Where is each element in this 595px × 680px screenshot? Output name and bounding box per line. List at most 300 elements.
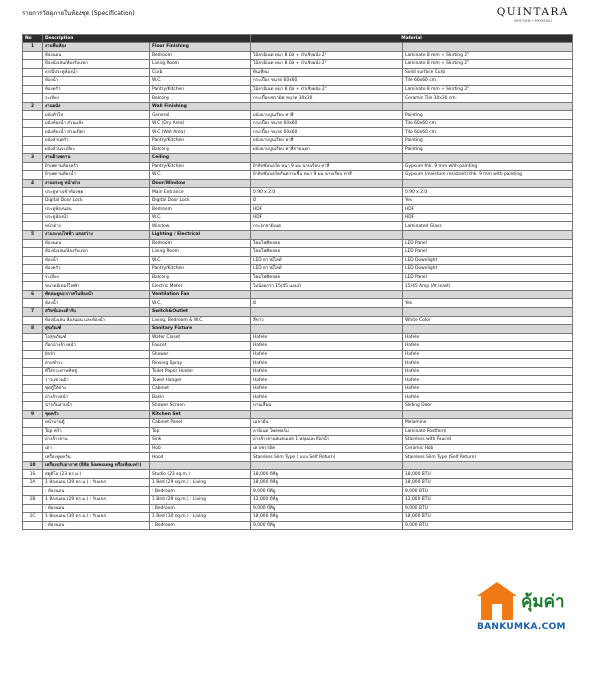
cell-desc-en: W.C. — [150, 171, 251, 180]
cell-desc-en: Bedroom — [150, 205, 251, 214]
header-description: Description — [43, 35, 251, 43]
cell-desc-th: ฝักบัว — [43, 350, 150, 359]
cell-desc-th: หน้าบานตู้ — [43, 419, 150, 428]
cell-material-en: HDF — [403, 205, 573, 214]
cell-material-th: 18,000 บีทียู — [251, 478, 403, 487]
table-row — [23, 85, 573, 94]
cell-no: 1A — [23, 478, 43, 487]
cell-no — [23, 213, 43, 222]
section-row — [23, 290, 573, 299]
cell-material-th: อ่างล้างจานสแตนเลส 1 หลุมและก๊อกน้ำ — [251, 436, 403, 445]
cell-no: 1B — [23, 495, 43, 504]
cell-material-en — [403, 290, 573, 299]
cell-desc-th: ก๊อกอ่างล้างหน้า — [43, 342, 150, 351]
section-row — [23, 307, 573, 316]
cell-no — [23, 239, 43, 248]
cell-material-en: Melamine — [403, 419, 573, 428]
cell-material-en: Laminated Glass — [403, 222, 573, 231]
cell-desc-th: ชุดตู้ใต้อ่าง — [43, 384, 150, 393]
cell-desc-th: อ่างล้างจาน — [43, 436, 150, 445]
cell-material-th: โคมไฟติดลอย — [251, 248, 403, 257]
cell-desc-en: Balcony — [150, 145, 251, 154]
cell-material-th: กระเบื้อง ขนาด 60x60 — [251, 128, 403, 137]
cell-material-en — [403, 410, 573, 419]
cell-material-en: Hafele — [403, 333, 573, 342]
cell-material-th: ผนังฉาบปูนเรียบ ทาสี — [251, 137, 403, 146]
cell-material-en — [403, 307, 573, 316]
table-row — [23, 495, 573, 504]
cell-desc-en: Ventilation Fan — [150, 290, 251, 299]
cell-desc-en: Kitchen Set — [150, 410, 251, 419]
table-row — [23, 128, 573, 137]
cell-desc-en — [150, 461, 251, 470]
cell-desc-en: Studio (23 sq.m.) — [150, 470, 251, 479]
cell-desc-en: Water Closet — [150, 333, 251, 342]
table-row — [23, 137, 573, 146]
cell-desc-th: หน้าต่าง — [43, 222, 150, 231]
cell-desc-th: : ห้องนอน — [43, 504, 150, 513]
cell-desc-en: Switch&Outlet — [150, 307, 251, 316]
cell-material-en: Solid surface Curb — [403, 68, 573, 77]
table-row — [23, 401, 573, 410]
cell-material-th: Hafele — [251, 393, 403, 402]
cell-desc-th: ระเบียง — [43, 94, 150, 103]
section-row — [23, 231, 573, 240]
table-row — [23, 299, 573, 308]
cell-no — [23, 196, 43, 205]
cell-desc-en: Toilet Paper Holder — [150, 367, 251, 376]
cell-no: 8 — [23, 325, 43, 334]
section-row — [23, 154, 573, 163]
cell-desc-en: W.C. — [150, 77, 251, 86]
cell-desc-th: งานประตู หน้าต่าง — [43, 179, 150, 188]
cell-material-en: HDF — [403, 213, 573, 222]
cell-desc-th: ประตูห้องน้ำ — [43, 213, 150, 222]
cell-material-en: 15/45 Amp (At least) — [403, 282, 573, 291]
table-row — [23, 213, 573, 222]
cell-material-th: 12,000 บีทียู — [251, 495, 403, 504]
cell-desc-en: Digital Door Lock — [150, 196, 251, 205]
cell-no — [23, 111, 43, 120]
cell-material-en: Hafele — [403, 367, 573, 376]
cell-material-th: ฝ้ายิปซั่มบอร์ด หนา 9 มม ฉาบเรียบ ทาสี — [251, 162, 403, 171]
cell-desc-th: สายชำระ — [43, 359, 150, 368]
cell-no — [23, 94, 43, 103]
cell-desc-th: ห้องนอน — [43, 51, 150, 60]
table-row — [23, 453, 573, 462]
cell-no: 6 — [23, 290, 43, 299]
cell-desc-en: Pantry/Kitchen — [150, 162, 251, 171]
table-row — [23, 68, 573, 77]
cell-no — [23, 273, 43, 282]
cell-no — [23, 188, 43, 197]
cell-desc-en: Wall Finishing — [150, 102, 251, 111]
cell-material-en: LED Downlight — [403, 265, 573, 274]
cell-material-th: ไม้ลามิเนต หนา 8 มิล + บัวเชิงผนัง 2" — [251, 60, 403, 69]
cell-no — [23, 85, 43, 94]
cell-no — [23, 316, 43, 325]
cell-no — [23, 60, 43, 69]
cell-desc-en: W.C. — [150, 256, 251, 265]
cell-no — [23, 145, 43, 154]
cell-desc-en: Faucet — [150, 342, 251, 351]
cell-material-th: โคมไฟติดลอย — [251, 273, 403, 282]
section-row — [23, 102, 573, 111]
cell-material-th: หินเทียม — [251, 68, 403, 77]
cell-material-en: 0.90 x 2.0 — [403, 188, 573, 197]
cell-desc-th: ธรณีประตูห้องน้ำ — [43, 68, 150, 77]
cell-material-th: กระจกลามิเนต — [251, 222, 403, 231]
cell-desc-th: ห้องน้ำ — [43, 77, 150, 86]
cell-desc-th: ห้องนั่งเล่น/ห้องรับแขก — [43, 60, 150, 69]
cell-desc-en: : Bedroom — [150, 487, 251, 496]
cell-desc-en: Main Entrance — [150, 188, 251, 197]
cell-no — [23, 68, 43, 77]
cell-desc-en: Shower Screen — [150, 401, 251, 410]
cell-no — [23, 384, 43, 393]
section-row — [23, 179, 573, 188]
cell-no — [23, 504, 43, 513]
cell-material-th — [251, 154, 403, 163]
cell-desc-en: Shower — [150, 350, 251, 359]
table-row — [23, 359, 573, 368]
cell-material-th — [251, 290, 403, 299]
cell-material-en: 18,000 BTU — [403, 513, 573, 522]
cell-desc-en: Cabinet Panel — [150, 419, 251, 428]
cell-no — [23, 419, 43, 428]
table-row — [23, 478, 573, 487]
cell-desc-en: Sink — [150, 436, 251, 445]
cell-desc-th: ห้องนั่งเล่น ห้องนอน และห้องน้ำ — [43, 316, 150, 325]
cell-no — [23, 248, 43, 257]
table-row — [23, 444, 573, 453]
cell-material-th: 0.90 x 2.0 — [251, 188, 403, 197]
cell-desc-th: ชุดครัว — [43, 410, 150, 419]
cell-material-th — [251, 179, 403, 188]
cell-material-th: LED ดาวน์ไลท์ — [251, 256, 403, 265]
cell-material-th — [251, 307, 403, 316]
table-row — [23, 171, 573, 180]
cell-desc-th: ผนังห้องน้ำ ส่วนเปียก — [43, 128, 150, 137]
cell-material-th: ฝ้ายิปซั่มบอร์ดกันความชื้น หนา 9 มม ฉาบเรียบ ทาสี — [251, 171, 403, 180]
table-row — [23, 427, 573, 436]
cell-material-th: ไม่น้อยกว่า 15/45 แอมป์ — [251, 282, 403, 291]
cell-desc-en: Floor Finishing — [150, 43, 251, 52]
cell-desc-en: 1 Bed (30 sq.m.) : Living — [150, 513, 251, 522]
cell-material-en — [403, 461, 573, 470]
cell-desc-th: : ห้องนอน — [43, 487, 150, 496]
section-row — [23, 410, 573, 419]
cell-material-en — [403, 102, 573, 111]
table-row — [23, 162, 573, 171]
cell-no — [23, 444, 43, 453]
cell-material-en: Hafele — [403, 393, 573, 402]
cell-material-th — [251, 43, 403, 52]
cell-desc-th: งานผนัง — [43, 102, 150, 111]
cell-material-th: กระเบื้อง ขนาด 60x60 — [251, 77, 403, 86]
cell-material-en: Yes — [403, 299, 573, 308]
cell-desc-th: ฝ้าเพดานห้องน้ำ — [43, 171, 150, 180]
cell-material-th: สีขาว — [251, 316, 403, 325]
cell-no: 3 — [23, 154, 43, 163]
cell-desc-th: ฉากกั้นอาบน้ำ — [43, 401, 150, 410]
cell-desc-th: Top ครัว — [43, 427, 150, 436]
cell-no: 2 — [23, 102, 43, 111]
brand-tagline: MHY'GEN • PHYATHAI — [514, 19, 552, 23]
cell-no — [23, 342, 43, 351]
table-row — [23, 436, 573, 445]
table-row — [23, 273, 573, 282]
cell-no — [23, 256, 43, 265]
table-row — [23, 384, 573, 393]
cell-desc-th: สวิทช์และเต้ารับ — [43, 307, 150, 316]
cell-material-th: ผนังฉาบปูนเรียบ ทาสี — [251, 111, 403, 120]
table-row — [23, 487, 573, 496]
cell-material-en: Painting — [403, 145, 573, 154]
cell-no — [23, 487, 43, 496]
cell-material-en — [403, 179, 573, 188]
table-row — [23, 504, 573, 513]
cell-no — [23, 521, 43, 530]
cell-material-th: เตาเซรามิค — [251, 444, 403, 453]
cell-desc-th: : ห้องนอน — [43, 521, 150, 530]
cell-no — [23, 222, 43, 231]
cell-desc-th: ขนาดมิเตอร์ไฟฟ้า — [43, 282, 150, 291]
cell-desc-en: Hob — [150, 444, 251, 453]
table-row — [23, 470, 573, 479]
table-row — [23, 350, 573, 359]
table-row — [23, 513, 573, 522]
cell-material-en: Laminate Postform — [403, 427, 573, 436]
cell-desc-th: 1 ห้องนอน (30 ตร.ม.) : รับแขก — [43, 513, 150, 522]
cell-material-th: LED ดาวน์ไลท์ — [251, 265, 403, 274]
cell-desc-en: Towel Hanger — [150, 376, 251, 385]
cell-desc-en: Rinsing Spray — [150, 359, 251, 368]
table-row — [23, 393, 573, 402]
cell-material-en: LED Downlight — [403, 256, 573, 265]
cell-material-th: ไม้ลามิเนต หนา 8 มิล + บัวเชิงผนัง 2" — [251, 85, 403, 94]
cell-no — [23, 376, 43, 385]
cell-desc-th: ฝ้าเพดานห้องครัว — [43, 162, 150, 171]
cell-material-en: Gypsum (moisture resistant) thk. 9 mm with painting — [403, 171, 573, 180]
cell-desc-th: ระเบียง — [43, 273, 150, 282]
cell-material-th: มี — [251, 196, 403, 205]
cell-material-th: Hafele — [251, 333, 403, 342]
cell-desc-th: ประตูห้องนอน — [43, 205, 150, 214]
cell-material-th: มี — [251, 299, 403, 308]
cell-material-th: Hafele — [251, 376, 403, 385]
cell-desc-th: ห้องนอน — [43, 239, 150, 248]
cell-no — [23, 453, 43, 462]
cell-no: 4 — [23, 179, 43, 188]
header-no: No — [23, 35, 43, 43]
cell-material-en: Ceramic Tile 30x30 cm. — [403, 94, 573, 103]
house-logo-icon — [477, 582, 517, 620]
cell-desc-th: ห้องครัว — [43, 265, 150, 274]
table-row — [23, 239, 573, 248]
cell-desc-en: General — [150, 111, 251, 120]
table-row — [23, 367, 573, 376]
cell-no — [23, 299, 43, 308]
cell-material-en: Ceramic Hob — [403, 444, 573, 453]
cell-desc-en: Living, Bedroom & W.C. — [150, 316, 251, 325]
cell-material-en: Sliding Door — [403, 401, 573, 410]
cell-material-th: บานเลื่อน — [251, 401, 403, 410]
cell-desc-th: ห้องครัว — [43, 85, 150, 94]
cell-material-en: Hafele — [403, 350, 573, 359]
table-row — [23, 282, 573, 291]
table-row — [23, 222, 573, 231]
cell-no: 5 — [23, 231, 43, 240]
cell-desc-th: ราวแขวนผ้า — [43, 376, 150, 385]
cell-material-th: Hafele — [251, 359, 403, 368]
cell-desc-th: เครื่องปรับอากาศ (ยี่ห้อ Samsung หรือเทียบเท่า) — [43, 461, 150, 470]
section-row — [23, 43, 573, 52]
cell-no — [23, 51, 43, 60]
cell-material-en: LED Panel — [403, 248, 573, 257]
cell-material-en — [403, 231, 573, 240]
cell-desc-th: 1 ห้องนอน (29 ตร.ม.) : รับแขก — [43, 478, 150, 487]
table-row — [23, 521, 573, 530]
cell-no — [23, 205, 43, 214]
cell-desc-th: สุขภัณฑ์ — [43, 325, 150, 334]
cell-material-en: Hafele — [403, 384, 573, 393]
cell-no — [23, 436, 43, 445]
cell-desc-en: Balcony — [150, 94, 251, 103]
cell-desc-th: ประตูทางเข้าห้องชุด — [43, 188, 150, 197]
cell-material-en: 18,000 BTU — [403, 478, 573, 487]
cell-material-en: Hafele — [403, 359, 573, 368]
cell-material-en: 12,000 BTU — [403, 495, 573, 504]
cell-material-th: HDF — [251, 213, 403, 222]
cell-material-en: Yes — [403, 196, 573, 205]
cell-material-en: Laminate 8 mm + Skirting 2" — [403, 60, 573, 69]
cell-desc-th: งานพื้นห้อง — [43, 43, 150, 52]
cell-material-en — [403, 325, 573, 334]
table-row — [23, 60, 573, 69]
cell-no — [23, 171, 43, 180]
cell-desc-th: ผนังห้องน้ำ ส่วนแห้ง — [43, 119, 150, 128]
cell-desc-en: Door/Window — [150, 179, 251, 188]
cell-no — [23, 137, 43, 146]
table-row — [23, 342, 573, 351]
cell-desc-en: Living Room — [150, 60, 251, 69]
cell-material-en: LED Panel — [403, 273, 573, 282]
table-row — [23, 205, 573, 214]
cell-material-th: ไม้ลามิเนต หนา 8 มิล + บัวเชิงผนัง 2" — [251, 51, 403, 60]
table-row — [23, 94, 573, 103]
cell-desc-th: เตา — [43, 444, 150, 453]
table-row — [23, 188, 573, 197]
cell-material-th: กระเบื้องเซรามิค ขนาด 30x30 — [251, 94, 403, 103]
cell-desc-th: ที่ใส่กระดาษทิชชู่ — [43, 367, 150, 376]
cell-material-en — [403, 154, 573, 163]
section-row — [23, 461, 573, 470]
table-row — [23, 419, 573, 428]
cell-desc-en: Lighting / Electrical — [150, 231, 251, 240]
brand-logo — [497, 6, 569, 23]
cell-desc-th: ห้องน้ำ — [43, 299, 150, 308]
table-row — [23, 51, 573, 60]
cell-no — [23, 119, 43, 128]
cell-desc-en: Pantry/Kitchen — [150, 137, 251, 146]
cell-desc-th: ห้องนั่งเล่น/ห้องรับแขก — [43, 248, 150, 257]
cell-desc-en: Window — [150, 222, 251, 231]
cell-material-en: Tile 60x60 cm. — [403, 119, 573, 128]
cell-material-th: 9,000 บีทียู — [251, 487, 403, 496]
table-body — [23, 43, 573, 530]
cell-material-th: Hafele — [251, 384, 403, 393]
cell-no — [23, 393, 43, 402]
cell-material-th: Stainless Slim Type ( แบบ Self Return) — [251, 453, 403, 462]
cell-desc-en: 1 Bed (29 sq.m.) : Living — [150, 478, 251, 487]
cell-material-en: Stainless Slim Type (Self Return) — [403, 453, 573, 462]
table-row — [23, 111, 573, 120]
cell-material-th: Hafele — [251, 350, 403, 359]
cell-desc-th: งานระบบไฟฟ้า แสงสว่าง — [43, 231, 150, 240]
cell-desc-en: : Bedroom — [150, 521, 251, 530]
cell-material-th: Hafele — [251, 367, 403, 376]
cell-no: 7 — [23, 307, 43, 316]
cell-no: 10 — [23, 461, 43, 470]
cell-desc-th: สตูดิโอ (23 ตร.ม.) — [43, 470, 150, 479]
cell-desc-en: W.C (Wet Area) — [150, 128, 251, 137]
cell-desc-th: งานฝ้าเพดาน — [43, 154, 150, 163]
cell-no: 1 — [23, 43, 43, 52]
cell-material-th: ผนังฉาบปูนเรียบ ทาสีภายนอก — [251, 145, 403, 154]
cell-material-en: White Color — [403, 316, 573, 325]
cell-material-en: Laminate 8 mm + Skirting 2" — [403, 85, 573, 94]
table-row — [23, 265, 573, 274]
cell-desc-th: พัดลมดูดอากาศในห้องน้ำ — [43, 290, 150, 299]
cell-desc-en: W.C. — [150, 299, 251, 308]
cell-desc-en: : Bedroom — [150, 504, 251, 513]
cell-no: 9 — [23, 410, 43, 419]
cell-desc-en: Living Room — [150, 248, 251, 257]
document-title: รายการวัสดุภายในห้องชุด (Specification) — [22, 10, 135, 17]
cell-material-en — [403, 43, 573, 52]
table-row — [23, 119, 573, 128]
cell-material-th: ลามิเนต โพสฟอร์ม — [251, 427, 403, 436]
cell-desc-th: ผนังทั่วไป — [43, 111, 150, 120]
cell-material-th: เมลามีน — [251, 419, 403, 428]
cell-material-th: 9,000 บีทียู — [251, 521, 403, 530]
cell-material-th: Hafele — [251, 342, 403, 351]
cell-no — [23, 367, 43, 376]
cell-desc-en: Cabinet — [150, 384, 251, 393]
cell-no — [23, 359, 43, 368]
table-row — [23, 256, 573, 265]
table-row — [23, 196, 573, 205]
cell-material-th: กระเบื้อง ขนาด 60x60 — [251, 119, 403, 128]
section-row — [23, 325, 573, 334]
cell-material-th: 18,000 บีทียู — [251, 470, 403, 479]
table-row — [23, 145, 573, 154]
cell-desc-th: 1 ห้องนอน (29 ตร.ม.) : รับแขก — [43, 495, 150, 504]
watermark-text: คุ้มค่า — [521, 591, 565, 612]
brand-name: QUINTARA — [496, 6, 569, 18]
watermark-url: BANKUMKA.COM — [477, 622, 566, 632]
cell-desc-en: Electric Meter — [150, 282, 251, 291]
cell-no — [23, 128, 43, 137]
table-header-row — [23, 35, 573, 43]
cell-material-en: 9,000 BTU — [403, 487, 573, 496]
cell-desc-th: เครื่องดูดควัน — [43, 453, 150, 462]
cell-material-th: HDF — [251, 205, 403, 214]
cell-no — [23, 427, 43, 436]
cell-material-th — [251, 102, 403, 111]
cell-desc-en: Ceiling — [150, 154, 251, 163]
